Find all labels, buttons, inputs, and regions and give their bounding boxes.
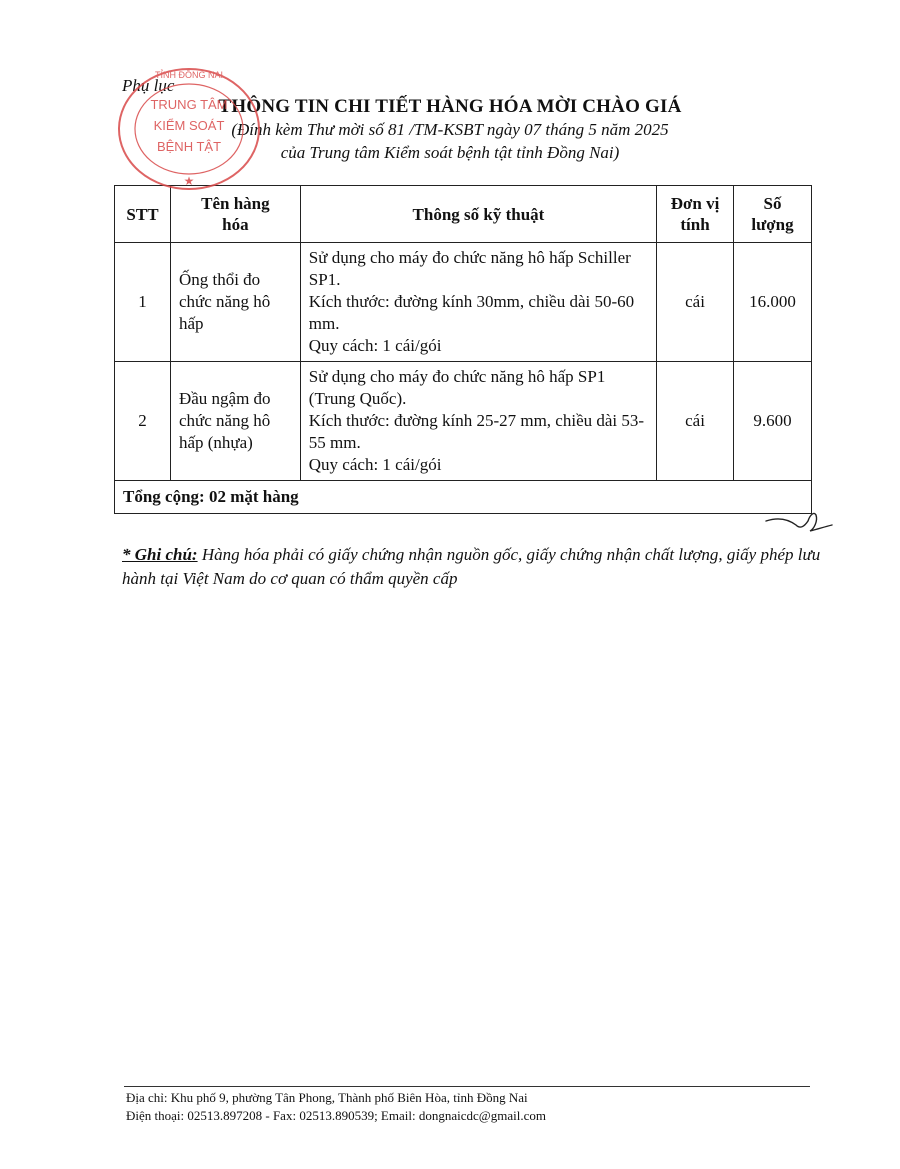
total-label: Tổng cộng: 02 mặt hàng — [115, 481, 812, 514]
note-text: Hàng hóa phải có giấy chứng nhận nguồn gốc, giấy chứng nhận chất lượng, giấy phép lưu hành tại Việt Nam do cơ quan có thẩm quyền cấp — [122, 545, 821, 588]
row-unit: cái — [657, 243, 734, 362]
header-item-name-line-1: Tên hàng — [201, 194, 270, 213]
stamp-line-3: BỆNH TẬT — [156, 139, 222, 154]
header-item-name — [170, 186, 300, 243]
footer-divider — [124, 1086, 810, 1087]
footer-contact: Điện thoại: 02513.897208 - Fax: 02513.890539; Email: dongnaicdc@gmail.com — [126, 1108, 546, 1123]
total-row — [115, 481, 812, 514]
header-stt-label: STT — [126, 204, 159, 224]
spec-line: Sử dụng cho máy đo chức năng hô hấp SP1 (Trung Quốc). — [308, 367, 606, 408]
header-quantity — [734, 186, 812, 243]
stamp-star-icon: ★ — [183, 174, 195, 188]
header-unit — [657, 186, 734, 243]
spec-line: Quy cách: 1 cái/gói — [308, 336, 442, 355]
header-unit-line-1: Đơn vị — [670, 194, 720, 213]
goods-table — [114, 185, 812, 514]
note — [122, 543, 822, 591]
row-quantity: 16.000 — [734, 243, 812, 362]
spec-line: Quy cách: 1 cái/gói — [308, 455, 442, 474]
row-item-name: Ống thổi đo chức năng hô hấp — [170, 243, 300, 362]
spec-line: Kích thước: đường kính 25-27 mm, chiều dài 53-55 mm. — [308, 411, 645, 452]
header-spec-label: Thông số kỹ thuật — [412, 204, 545, 224]
table-header-row — [115, 186, 812, 243]
table-row — [115, 243, 812, 362]
stamp-line-2: KIỂM SOÁT — [153, 118, 225, 133]
footer-address: Địa chỉ: Khu phố 9, phường Tân Phong, Thành phố Biên Hòa, tỉnh Đồng Nai — [126, 1090, 528, 1105]
header-stt — [115, 186, 171, 243]
stamp-ring-text: TỈNH ĐỒNG NAI — [154, 70, 224, 80]
signature-icon — [764, 505, 834, 537]
row-unit: cái — [657, 362, 734, 481]
header-item-name-line-2: hóa — [222, 215, 249, 234]
row-quantity: 9.600 — [734, 362, 812, 481]
header-quantity-line-2: lượng — [751, 215, 794, 234]
document-subtitle-line-1: (Đính kèm Thư mời số 81 /TM-KSBT ngày 07 tháng 5 năm 2025 — [231, 120, 669, 139]
header-unit-line-2: tính — [680, 215, 710, 234]
row-spec — [300, 362, 656, 481]
header-quantity-line-1: Số — [763, 194, 782, 213]
row-spec — [300, 243, 656, 362]
appendix-label: Phụ lục — [122, 76, 175, 95]
spec-line: Sử dụng cho máy đo chức năng hô hấp Schiller SP1. — [308, 248, 631, 289]
header-spec — [300, 186, 656, 243]
document-subtitle-line-2: của Trung tâm Kiểm soát bệnh tật tỉnh Đồng Nai) — [280, 143, 620, 162]
row-item-name: Đầu ngậm đo chức năng hô hấp (nhựa) — [170, 362, 300, 481]
row-stt: 2 — [115, 362, 171, 481]
document-title: THÔNG TIN CHI TIẾT HÀNG HÓA MỜI CHÀO GIÁ — [218, 96, 682, 117]
table-row — [115, 362, 812, 481]
spec-line: Kích thước: đường kính 30mm, chiều dài 50-60 mm. — [308, 292, 635, 333]
stamp-line-1: TRUNG TÂM — [150, 97, 228, 112]
note-label: * Ghi chú: — [122, 545, 198, 564]
row-stt: 1 — [115, 243, 171, 362]
